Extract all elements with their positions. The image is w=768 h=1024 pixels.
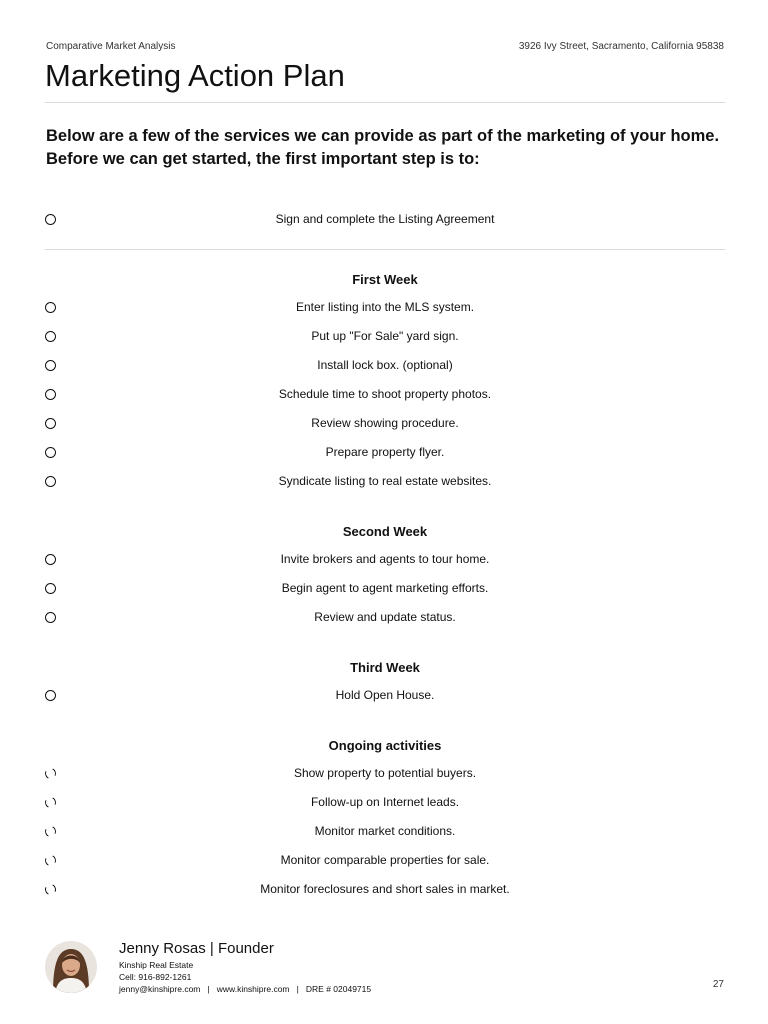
section-title-ongoing: Ongoing activities: [328, 738, 442, 753]
checklist-row[interactable]: [45, 386, 725, 406]
checklist-row-listing-agreement[interactable]: [45, 211, 725, 231]
checklist-item-label: Syndicate listing to real estate websites.: [278, 474, 492, 488]
section-title-second-week: Second Week: [342, 524, 428, 539]
checklist-row[interactable]: [45, 328, 725, 348]
checklist-row[interactable]: [45, 580, 725, 600]
checklist-row[interactable]: [45, 823, 725, 843]
checklist-row[interactable]: [45, 415, 725, 435]
checklist-row[interactable]: [45, 881, 725, 901]
section-title-first-week: First Week: [352, 272, 418, 287]
page-title: Marketing Action Plan: [45, 58, 345, 93]
checklist-item-label: Put up "For Sale" yard sign.: [311, 329, 459, 343]
intro-line-2: Before we can get started, the first important step is to:: [46, 150, 480, 168]
title-divider: [45, 102, 725, 103]
checklist-item-label: Hold Open House.: [335, 688, 435, 702]
checklist-item-label: Begin agent to agent marketing efforts.: [281, 581, 489, 595]
checklist-item-label: Monitor market conditions.: [314, 824, 456, 838]
checklist-row[interactable]: [45, 444, 725, 464]
checklist-item-label: Sign and complete the Listing Agreement: [275, 212, 495, 226]
checklist-row[interactable]: [45, 765, 725, 785]
agent-contact-line: jenny@kinshipre.com | www.kinshipre.com | DRE # 02049715: [119, 984, 372, 994]
checklist-item-label: Monitor comparable properties for sale.: [280, 853, 490, 867]
checklist-item-label: Monitor foreclosures and short sales in market.: [260, 882, 510, 896]
checklist-item-label: Invite brokers and agents to tour home.: [280, 552, 490, 566]
checklist-row[interactable]: [45, 687, 725, 707]
checklist-item-label: Review showing procedure.: [311, 416, 459, 430]
checklist-item-label: Prepare property flyer.: [325, 445, 445, 459]
agent-cell: Cell: 916-892-1261: [119, 972, 192, 982]
agent-name-title: Jenny Rosas | Founder: [119, 940, 274, 957]
checklist-row[interactable]: [45, 551, 725, 571]
agent-avatar: [45, 941, 97, 993]
page-number: 27: [712, 979, 724, 990]
document-label: Comparative Market Analysis: [46, 41, 176, 52]
section-divider: [45, 249, 725, 250]
agent-company: Kinship Real Estate: [119, 960, 194, 970]
intro-text: [46, 125, 736, 171]
checklist-row[interactable]: [45, 473, 725, 493]
checklist-item-label: Follow-up on Internet leads.: [310, 795, 460, 809]
checklist-row[interactable]: [45, 852, 725, 872]
checklist-item-label: Review and update status.: [314, 610, 456, 624]
checklist-item-label: Enter listing into the MLS system.: [295, 300, 475, 314]
section-title-third-week: Third Week: [350, 660, 420, 675]
checklist-row[interactable]: [45, 609, 725, 629]
checklist-row[interactable]: [45, 794, 725, 814]
checklist-item-label: Schedule time to shoot property photos.: [278, 387, 492, 401]
checklist-item-label: Show property to potential buyers.: [293, 766, 477, 780]
agent-portrait-icon: [45, 941, 97, 993]
checklist-row[interactable]: [45, 299, 725, 319]
checklist-item-label: Install lock box. (optional): [317, 358, 453, 372]
property-address: 3926 Ivy Street, Sacramento, California 95838: [518, 41, 724, 52]
intro-line-1: Below are a few of the services we can provide as part of the marketing of your home.: [46, 127, 720, 145]
checklist-row[interactable]: [45, 357, 725, 377]
